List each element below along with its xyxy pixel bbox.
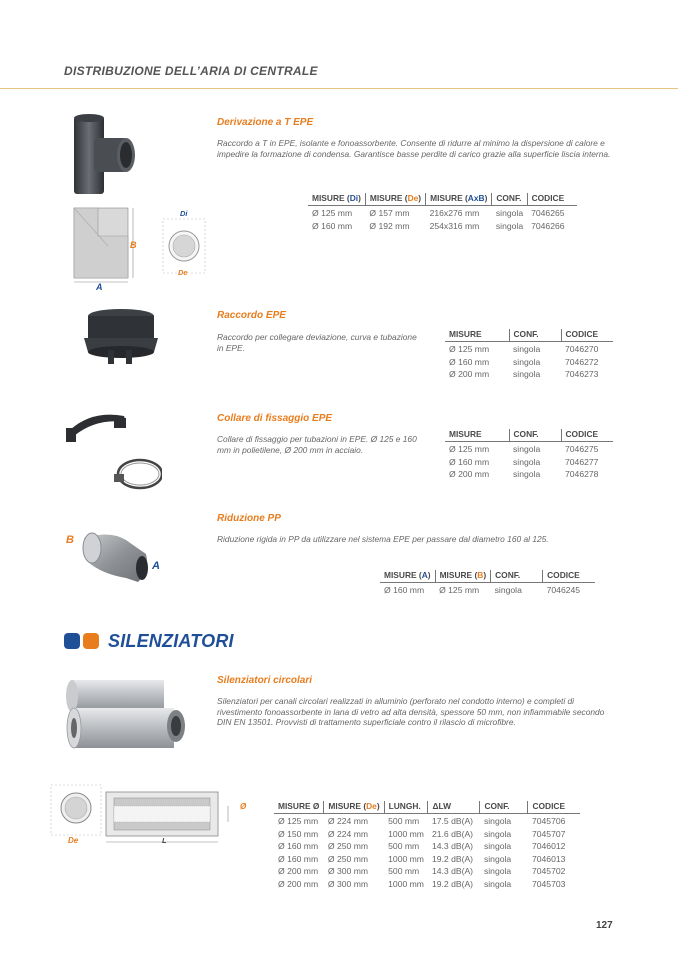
col-header: CODICE [561,329,613,342]
col-header: LUNGH. [384,801,428,814]
section-title: SILENZIATORI [108,630,234,651]
spec-table-silencer [274,801,580,889]
silencer-length-diagram [100,786,240,848]
table-row: Ø 160 mm singola 7046277 [449,456,599,467]
t-fitting-image [70,112,138,196]
col-header: CONF. [492,193,527,206]
col-header: CONF. [509,329,561,342]
riduzione-label-b: B [66,534,74,546]
raccordo-image [80,306,162,366]
col-header: MISURE (Di) [308,193,365,206]
col-header: MISURE [445,329,509,342]
col-header: ΔLW [428,801,480,814]
spec-table-riduzione [380,570,595,596]
product-title-raccordo: Raccordo EPE [217,310,286,321]
page-header-title: DISTRIBUZIONE DELL’ARIA DI CENTRALE [64,64,318,78]
table-row: Ø 125 mm Ø 224 mm 500 mm 17.5 dB(A) singola 7045706 [278,816,566,826]
table-row: Ø 160 mm Ø 125 mm singola 7046245 [384,585,581,595]
spec-table-t-fitting [308,193,577,231]
col-header: MISURE [445,429,509,442]
t-diagram-label-b: B [130,240,137,250]
col-header: CODICE [528,801,580,814]
silencer-label-de: De [68,836,79,845]
product-title-riduzione: Riduzione PP [217,513,281,524]
t-section-diagram [162,218,206,274]
product-title-collare: Collare di fissaggio EPE [217,413,333,424]
product-desc-collare: Collare di fissaggio per tubazioni in EPE. Ø 125 e 160 mm in polietilene, Ø 200 mm in acciaio. [217,434,417,455]
spec-table-collare [445,429,613,480]
product-desc-riduzione: Riduzione rigida in PP da utilizzare nel sistema EPE per passare dal diametro 160 al 125. [217,534,549,544]
table-row: Ø 160 mm Ø 192 mm 254x316 mm singola 7046266 [312,220,565,231]
col-header: MISURE (AxB) [426,193,492,206]
table-row: Ø 125 mm singola 7046275 [449,444,599,454]
riduzione-label-a: A [152,560,160,572]
col-header: MISURE Ø [274,801,324,814]
section-header-silenziatori [64,630,234,652]
silencer-section-diagram [50,784,102,836]
table-row: Ø 160 mm singola 7046272 [449,356,599,367]
page-number: 127 [596,920,613,931]
t-diagram-label-a: A [96,282,103,292]
table-row: Ø 125 mm Ø 157 mm 216x276 mm singola 7046265 [312,208,565,218]
col-header: CONF. [480,801,528,814]
riduzione-image [80,524,154,588]
col-header: CODICE [543,570,595,583]
col-header: CODICE [561,429,613,442]
col-header: MISURE (De) [365,193,425,206]
product-desc-t-fitting: Raccordo a T in EPE, isolante e fonoassorbente. Consente di ridurre al minimo la dispersione di calore e impedire la formazione di condensa. Garantisce basse perdite di carico grazie alla superficie liscia interna. [217,138,611,159]
section-square-blue-icon [64,633,80,649]
product-desc-silencer: Silenziatori per canali circolari realizzati in alluminio (perforato nel condotto interno) e completi di rivestimento fonoassorbente in lana di vetro ad alta densità, spessore 50 mm, non infiammabile secondo DIN EN 13501. Provvisti di trattamento superficiale contro il rilascio di microfibre. [217,696,605,728]
silencer-label-l: L [162,836,167,845]
t-diagram-label-de: De [178,268,188,277]
col-header: CONF. [491,570,543,583]
table-row: Ø 125 mm singola 7046270 [449,344,599,354]
col-header: CODICE [527,193,577,206]
col-header: MISURE (De) [324,801,384,814]
section-square-orange-icon [83,633,99,649]
col-header: CONF. [509,429,561,442]
product-title-silencer: Silenziatori circolari [217,675,313,686]
col-header: MISURE (B) [435,570,491,583]
table-row: Ø 200 mm singola 7046278 [449,469,599,479]
product-desc-raccordo: Raccordo per collegare deviazione, curva e tubazione in EPE. [217,332,417,353]
silencer-label-phi: Ø [240,802,247,811]
table-row: Ø 200 mm Ø 300 mm 500 mm 14.3 dB(A) singola 7045702 [278,866,566,876]
table-row: Ø 160 mm Ø 250 mm 1000 mm 19.2 dB(A) singola 7046013 [278,853,566,864]
t-diagram-label-di: Di [180,209,188,218]
header-divider [0,88,678,89]
table-row: Ø 160 mm Ø 250 mm 500 mm 14.3 dB(A) singola 7046012 [278,841,566,851]
table-row: Ø 200 mm singola 7046273 [449,369,599,379]
table-row: Ø 150 mm Ø 224 mm 1000 mm 21.6 dB(A) singola 7045707 [278,828,566,839]
product-title-t-fitting: Derivazione a T EPE [217,117,314,128]
col-header: MISURE (A) [380,570,435,583]
table-row: Ø 200 mm Ø 300 mm 1000 mm 19.2 dB(A) singola 7045703 [278,878,566,889]
silencer-image [64,668,190,760]
collare-image [62,408,162,494]
spec-table-raccordo [445,329,613,380]
